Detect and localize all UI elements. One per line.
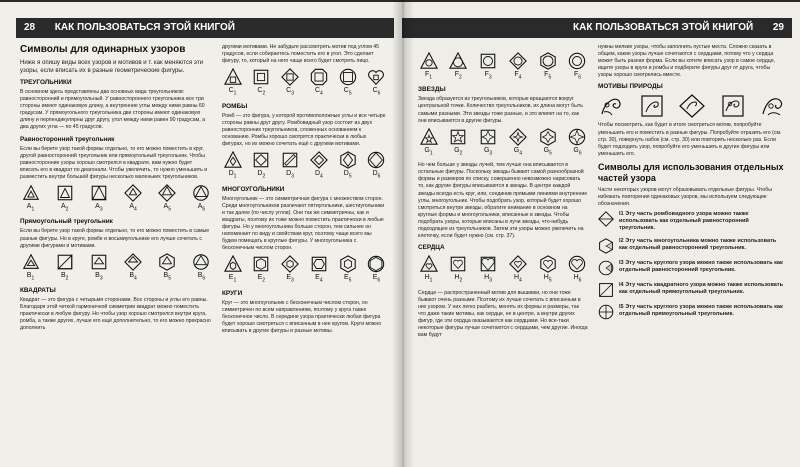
star-in-triangle-icon [420,128,438,146]
label-h1: $H_1$ [424,274,433,284]
right-header-title: КАК ПОЛЬЗОВАТЬСЯ ЭТОЙ КНИГОЙ [573,22,754,33]
circle-in-triangle-icon [420,52,438,70]
col2-top-text: другими мотивами. Не забудьте рассмотреть мотив под углом 45 градусов, если собираетесь поместить его в угол. Это сделает фигуру, то, который на него чаще всего будет смотреть лицо. [222,44,380,65]
label-g2: $G_2$ [454,146,463,157]
parts-item-i5 [598,304,786,320]
label-c6: $C_6$ [372,87,381,97]
label-h5: $H_5$ [543,274,552,284]
polygons-heading: МНОГОУГОЛЬНИКИ [222,185,285,193]
parts-item-i3 [598,260,786,276]
rhombus-in-circle-icon [367,151,385,169]
stars-text-2: Но чем больше у звезды лучей, тем лучше она вписывается в остальные фигуры. Поскольку звезды бывают самой разнообразной формы и размеров по списку, совершенно невозможно нарисовать то, как другие фигуры вписываются в звезды. В центре каждой звезды всегда есть круг, или, соединив прямыми линиями внутренние углы, многоугольник. Чтобы подобрать узор, который будет хорошо смотреться внутри звезды, обратите внимание в основном на круглые формы и многоугольники, вписанные в звезды. Чтобы подобрать узоры, которые вписаны в лучи звезды, что-нибудь подходящее из треугольников. Затем эти узоры можно увеличить на клеточку, если будет нужно (см. стр. 37). [418,162,588,240]
label-g3: $G_3$ [483,146,493,157]
label-h4: $H_4$ [513,274,522,284]
label-e2: $E_2$ [257,274,266,284]
label-f6: $F_6$ [573,71,582,81]
symbol-a1 [20,184,41,214]
circles-heading: КРУГИ [222,289,243,297]
label-f5: $F_5$ [544,71,552,81]
star-in-square-icon [449,128,467,146]
star-in-rhombus-icon [509,128,527,146]
part-code-i4: I4 [619,282,624,289]
b-symbols-row [20,253,212,283]
label-b3: $B_3$ [95,271,103,282]
symbol-f4 [507,52,528,82]
square-in-rhombus-icon [281,68,299,86]
triangles-heading: ТРЕУГОЛЬНИКИ [20,79,72,86]
parts-intro: Части некоторых узоров могут образовывать отдельные фигуры. Чтобы избежать повторения одинаковых узоров, мы используем следующие обозначения. [598,186,772,208]
symbol-h5 [537,255,558,285]
rhombus-in-square-icon [281,151,299,169]
symbol-f3 [478,52,499,82]
right-triangle-heading: Прямоугольный треугольник [20,218,113,226]
symbol-c3 [280,68,301,98]
motifs-heading: МОТИВЫ ПРИРОДЫ [598,83,663,91]
right-triangle-in-circle-icon [192,253,210,271]
label-f3: $F_3$ [484,71,492,81]
equilateral-heading: Равносторонний треугольник [20,135,115,143]
label-g4: $G_4$ [513,146,522,157]
symbol-c5 [337,68,358,98]
label-d5: $D_5$ [343,170,352,180]
circle-in-square-icon [479,52,497,70]
hearts-heading: СЕРДЦА [418,244,445,252]
right-page [402,2,800,467]
symbol-h3 [478,255,499,285]
circle-part-icon [598,260,614,276]
right-triangle-text: Если вы берете узор такой формы отдельно, то его можно поместить в самые разные фигуры. Но в круге, ромбе и восьмиугольнике его лучше сочетать с другими фигурами и мотивами. [20,228,210,249]
part-code-i2: I2 [619,238,624,245]
right-column-2 [598,44,786,326]
symbol-e6 [366,255,387,285]
symbol-h4 [507,255,528,285]
label-c3: $C_3$ [286,87,295,97]
label-a1: $A_1$ [26,203,35,213]
square-in-heart-icon [367,68,385,86]
label-h2: $H_2$ [454,274,463,284]
flower-swirl-motif-icon [760,94,786,118]
right-triangle-in-square-icon [56,253,74,271]
intro-text: Ниже я опишу виды всех узоров и мотивов и т. как меняются эти узоры, если вписать их в разные геометрические фигуры. [20,59,204,74]
symbol-h1 [418,255,439,285]
label-g1: $G_1$ [424,146,433,157]
circles-text: Круг — это многоугольник с бесконечным числом сторон, он симметричен по всем направлениям, поэтому у круга также бесконечное число. В середине узора практически любая фигура будет хорошо смотреться с вписанным в нее кругом. Круги можно вписывать в другие фигуры и разные мотивы. [222,299,382,335]
symbol-g1 [418,128,439,158]
symbol-d1 [222,151,243,181]
hexagon-part-icon [598,238,614,254]
rhombus-text: Ромб — это фигура, у которой противоположные углы и все четыре стороны равны друг другу. Ромбовидный узор состоит из двух равносторонних треугольников, сложенных основанием к основанию. Ромбы хорошо смотрятся практически в любых фигурах, но их можно сочетать ещё с другими мотивами. [222,112,386,148]
label-a3: $A_3$ [95,203,103,213]
symbol-a6 [191,184,212,214]
label-b5: $B_5$ [163,271,171,282]
label-c4: $C_4$ [314,87,323,97]
motifs-text: Чтобы посмотреть, как будет в итоге смотреться мотив, попробуйте уменьшить его и поместить в разные фигуры. Попробуйте отразить его (см. стр. 30), повернуть набок (см. стр. 30) или повторить несколько раз. Если будет подходить узор, попробуйте его уменьшить в другие фигуры или уменьшить его. [598,122,782,157]
a-symbols-row [20,184,212,214]
symbol-g2 [448,128,469,158]
squares-heading: КВАДРАТЫ [20,287,56,295]
flower-in-square-motif-icon [720,94,746,118]
label-e4: $E_4$ [315,274,323,284]
square-in-octagon-icon [310,68,328,86]
symbol-g5 [537,128,558,158]
left-header-title: КАК ПОЛЬЗОВАТЬСЯ ЭТОЙ КНИГОЙ [54,22,235,33]
f-symbols-row [418,52,588,82]
triangles-text: В основном здесь представлены два основных вида треугольников: равносторонний и прямоугольный. У равностороннего треугольника все три стороны имеют одинаковую длину, а внутренние углы между ними равны 60 градусам. У прямоугольного треугольника две стороны имеют одинаковую длину и перпендикулярны друг другу, угол между ними равен 90 градусам, а два других угла — по 45 градусов. [20,89,206,131]
symbol-b5 [157,253,178,283]
left-column-2 [222,44,387,338]
triangle-in-rhombus-icon [158,184,176,202]
heart-in-rhombus-icon [509,255,527,273]
label-f4: $F_4$ [514,71,522,81]
label-c2: $C_2$ [257,87,266,97]
square-in-triangle-icon [224,68,242,86]
part-code-i1: I1 [619,211,624,218]
symbol-b4 [123,253,144,283]
heart-in-triangle-icon [420,255,438,273]
label-a2: $A_2$ [60,203,69,213]
label-d3: $D_3$ [286,170,295,180]
part-text-i2: Эту часть многоугольника можно также использовать как отдельный равносторонний треугольник. [619,238,777,252]
label-f1: $F_1$ [424,71,433,81]
right-triangle-in-square-icon [90,253,108,271]
hexagon-in-triangle-icon [224,255,242,273]
square-in-circle-icon [339,68,357,86]
symbol-c4 [308,68,329,98]
part-text-i5: Эту часть круглого узора можно также использовать как отдельный прямоугольный треугольник. [619,304,783,318]
flower-in-square-motif-icon [639,94,665,118]
symbol-a3 [88,184,109,214]
label-b4: $B_4$ [129,271,137,282]
symbol-a2 [54,184,75,214]
heart-in-circle-icon [568,255,586,273]
heart-in-square-icon [479,255,497,273]
label-a6: $A_6$ [197,203,206,213]
symbol-f6 [567,52,588,82]
label-d2: $D_2$ [257,170,266,180]
squares-text: Квадрат — это фигура с четырьмя сторонами. Все стороны и углы его равны. Благодаря этой четкой гармоничной симметрии квадрат можно поместить практически в любую фигуру. Но чтобы узор хорошо смотрелся внутри круга, ромба, а также других, лучше его ещё дополнительно, то его можно прекрасно дополнить [20,297,211,332]
left-page-number: 28 [24,22,36,33]
rhombus-in-triangle-icon [224,151,242,169]
symbol-b1 [20,253,41,283]
rhombus-part-icon [598,211,614,227]
circle-in-hexagon-icon [539,52,557,70]
symbol-b2 [54,253,75,283]
symbol-f2 [448,52,469,82]
star-in-hexagon-icon [539,128,557,146]
label-e5: $E_5$ [343,274,352,284]
h-symbols-row [418,255,588,285]
symbol-g6 [567,128,588,158]
label-b6: $B_6$ [197,271,206,282]
polygons-text: Многоугольник — это симметричная фигура с множеством сторон. Среди многоугольников различают пятиугольники, шестиугольники и так далее (по числу углов). Они так же симметричны, как и квадраты, поэтому их тоже можно поместить практически в любые фигуры. Но у многоугольника больше сторон, тем сильнее он напоминает по виду и свойствам круг, поэтому чаще всего мы будем помещать в круглые фигуры. У многоугольника с бесконечным числом сторон. [222,195,385,252]
right-page-number: 29 [772,22,784,33]
part-code-i5: I5 [619,304,624,311]
symbol-f1 [418,52,439,82]
square-in-square-icon [252,68,270,86]
hexagon-in-circle-icon [367,255,385,273]
label-e6: $E_6$ [372,274,381,284]
label-d4: $D_4$ [314,170,323,180]
triangle-in-triangle-icon [22,184,40,202]
right-triangle-in-rhombus-icon [124,253,142,271]
right-header [402,18,792,38]
hexagon-in-rhombus-icon [281,255,299,273]
label-b2: $B_2$ [60,271,69,282]
part-code-i3: I3 [619,260,624,267]
circle-in-rhombus-icon [509,52,527,70]
label-g5: $G_5$ [543,146,552,157]
symbol-h6 [567,255,588,285]
left-page [0,2,402,467]
heart-in-hexagon-icon [539,255,557,273]
circle-part-icon [598,304,614,320]
right-triangle-in-hexagon-icon [158,253,176,271]
symbol-h2 [448,255,469,285]
label-d6: $D_6$ [372,170,381,180]
star-in-circle-icon [568,128,586,146]
left-header [16,18,394,38]
parts-heading: Символы для использования отдельных частей узора [598,161,784,183]
e-symbols-row [222,255,387,285]
label-a4: $A_4$ [129,203,137,213]
label-e1: $E_1$ [228,274,237,284]
label-e3: $E_3$ [286,274,294,284]
symbol-e3 [280,255,301,285]
part-text-i3: Эту часть круглого узора можно также использовать как отдельный равносторонний треугольник. [619,260,783,274]
nature-motifs-row [598,94,786,118]
flower-in-rhombus-motif-icon [679,94,705,118]
square-part-icon [598,282,614,298]
symbol-c2 [251,68,272,98]
equilateral-text: Если вы берете узор такой формы отдельно, то его можно поместить в круг, другой равносторонний треугольник или прямоугольный треугольник. Чтобы равносторонние узоры хорошо смотрелся в квадрате, вам нужно будет вписать его в квадрат по диагонали. Чтобы увеличить, то нужно уменьшить и разместить внутри большей фигуры несколько маленьких треугольников. [20,145,208,180]
hexagon-in-square-icon [252,255,270,273]
circle-in-triangle-icon [449,52,467,70]
triangle-in-circle-icon [192,184,210,202]
stars-text: Звезда образуется из треугольников, которые вращаются вокруг центральной точки. Количество треугольников, их длина могут быть самыми разными. Эти звезды тоже разные, и это влияет на то, как они вписываются в другие фигуры. [418,96,583,124]
rhombus-in-rhombus-icon [310,151,328,169]
symbol-d5 [337,151,358,181]
symbol-d3 [280,151,301,181]
left-column-1 [20,44,212,336]
hexagon-in-square-icon [310,255,328,273]
right-triangle-in-triangle-icon [22,253,40,271]
rhombus-in-square-icon [252,151,270,169]
label-h6: $H_6$ [573,274,582,284]
part-text-i1: Эту часть ромбовидного узора можно также использовать как отдельный равносторонний треугольник. [619,211,749,232]
symbol-f5 [537,52,558,82]
triangle-in-square-icon [90,184,108,202]
symbol-b3 [88,253,109,283]
symbol-g3 [478,128,499,158]
g-symbols-row [418,128,588,158]
label-a5: $A_5$ [163,203,171,213]
symbol-e1 [222,255,243,285]
d-symbols-row [222,151,387,181]
rhombus-in-hexagon-icon [339,151,357,169]
symbol-d6 [366,151,387,181]
label-b1: $B_1$ [26,271,35,282]
parts-item-i1 [598,211,786,232]
c-symbols-row [222,68,387,98]
parts-item-i4 [598,282,786,298]
symbol-d2 [251,151,272,181]
section-title: Символы для одинарных узоров [20,44,186,55]
symbol-e5 [337,255,358,285]
heart-in-square-icon [449,255,467,273]
stars-heading: ЗВЕЗДЫ [418,86,446,94]
hexagon-in-hexagon-icon [339,255,357,273]
star-in-square-icon [479,128,497,146]
symbol-d4 [308,151,329,181]
symbol-c1 [222,68,243,98]
rhombus-heading: РОМБЫ [222,102,248,110]
label-f2: $F_2$ [454,71,462,81]
parts-item-i2 [598,238,786,254]
symbol-b6 [191,253,212,283]
right-col2-top-text: нужны мелкие узоры, чтобы заполнить пустые места. Сложно сказать в общем, какие узоры лучше сочетаются с сердцами, потому что у сердца может быть разная форма. Если вы хотите вписать узор в самое сердце, ищите узоры в круги и ромбы и подберите фигуры друг от друга, чтобы узоры хорошо смотрелись вместе. [598,44,776,79]
right-column-1 [418,44,588,342]
symbol-a4 [123,184,144,214]
label-h3: $H_3$ [484,274,493,284]
symbol-a5 [157,184,178,214]
label-c1: $C_1$ [228,87,237,97]
parts-list [598,211,786,320]
triangle-in-square-icon [56,184,74,202]
label-d1: $D_1$ [228,170,237,180]
symbol-e4 [308,255,329,285]
symbol-e2 [251,255,272,285]
label-c5: $C_5$ [343,87,352,97]
flower-motif-icon [598,94,624,118]
symbol-c6 [366,68,387,98]
symbol-g4 [507,128,528,158]
label-g6: $G_6$ [573,146,582,157]
part-text-i4: Эту часть квадратного узора можно также использовать как отдельный прямоугольный треугольник. [619,282,784,296]
hearts-text: Сердце — распространенный мотив для вышивки, но они тоже бывают очень разными. Поэтому их лучше сочетать с вписанным в них узором. У них легко разбить, менять их формы и размеры, так что даже такие мотивы, как сердце, не в центре, а внутри других фигур, где эти сердца оказываются как сердцами. Но все-таки некоторые фигуры лучше сочетаются с сердцами, чем другие. Иногда вам будут [418,289,588,339]
circle-in-circle-icon [568,52,586,70]
triangle-in-rhombus-icon [124,184,142,202]
